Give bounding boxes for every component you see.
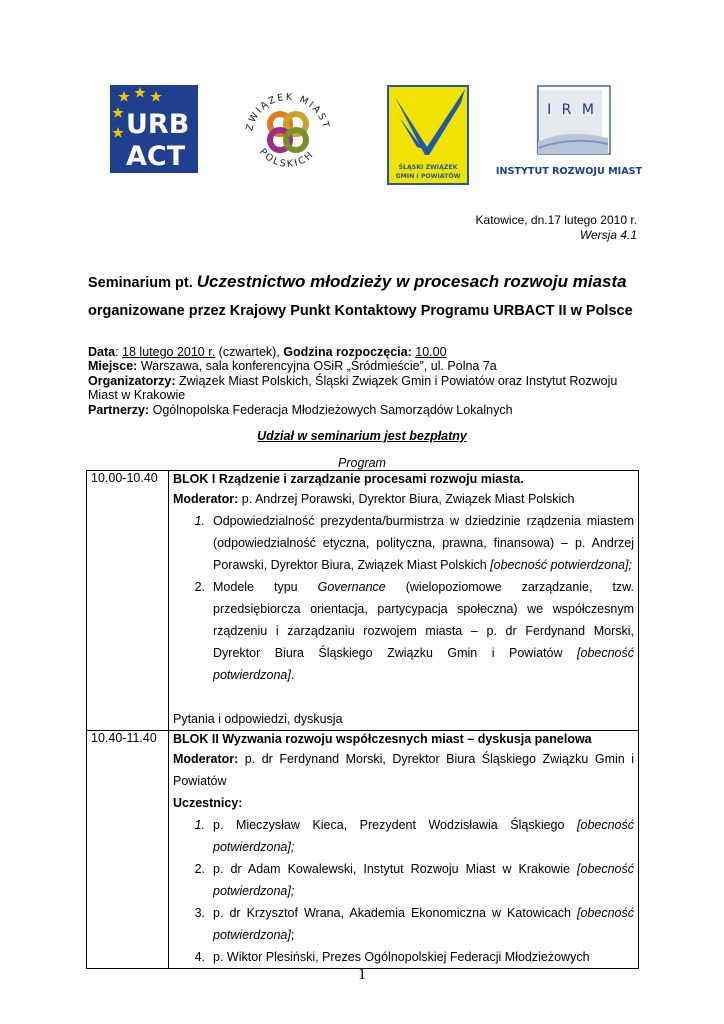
item-text: [213, 946, 634, 968]
item-note: [obecność potwierdzona]: [213, 906, 634, 942]
block-1-moderator: [173, 488, 634, 510]
urbact-logo: [110, 85, 198, 173]
block-2-title: BLOK II Wyzwania rozwoju współczesnych miast – dyskusja panelowa: [173, 732, 592, 746]
irm-letters: I R M: [547, 102, 597, 118]
item-number: 3.: [194, 906, 205, 920]
item-text: [213, 510, 634, 576]
item-end: ;: [290, 928, 295, 942]
item-body-italic: Governance: [317, 580, 386, 594]
list-item: [173, 858, 634, 902]
event-info: [88, 345, 643, 417]
item-note: [obecność potwierdzona];: [213, 818, 634, 854]
title-main: Uczestnictwo młodzieży w procesach rozwoju miasta: [196, 272, 627, 291]
item-number: 2.: [194, 862, 205, 876]
moderator-name: p. dr Ferdynand Morski, Dyrektor Biura Śląskiego Związku Gmin i Powiatów: [173, 752, 634, 788]
zmp-top-arc: ZWIĄZEK MIAST: [244, 91, 332, 133]
moderator-label: Moderator:: [173, 752, 239, 766]
zmp-logo: [240, 84, 336, 176]
date-label: Data: [88, 345, 116, 359]
title-prefix: Seminarium pt.: [88, 275, 193, 291]
table-row: [87, 471, 639, 731]
item-text: [213, 576, 634, 686]
urbact-line2: ACT: [126, 141, 186, 172]
list-item: [173, 902, 634, 946]
item-text: [213, 858, 634, 902]
moderator-label: Moderator:: [173, 492, 239, 506]
page-subtitle: organizowane przez Krajowy Punkt Kontaktowy Programu URBACT II w Polsce: [88, 303, 633, 319]
info-organizers-line: [88, 374, 643, 403]
info-place-line: [88, 359, 643, 373]
moderator-name: p. Andrzej Porawski, Dyrektor Biura, Związek Miast Polskich: [241, 492, 575, 506]
info-date-line: Data: 18 lutego 2010 r. (czwartek), Godzina rozpoczęcia: 10.00: [88, 345, 447, 359]
item-body: p. Wiktor Plesiński, Prezes Ogólnopolskiej Federacji Młodzieżowych: [213, 950, 590, 964]
block-1-title: BLOK I Rządzenie i zarządzanie procesami rozwoju miasta.: [173, 472, 524, 486]
page-number: 1: [358, 966, 366, 983]
program-table: [86, 470, 639, 969]
place-label: Miejsce:: [88, 359, 138, 374]
item-number: 1.: [194, 514, 205, 528]
item-text: [213, 902, 634, 946]
block-2-list: [173, 814, 634, 968]
block-1-time: 10.00-10.40: [87, 471, 169, 731]
hour-label: Godzina rozpoczęcia:: [283, 345, 412, 359]
block-2-participants-label: [173, 792, 634, 814]
page-title: [88, 272, 627, 292]
item-note: [obecność potwierdzona]: [213, 646, 634, 682]
date-value: 18 lutego 2010 r.: [122, 345, 216, 359]
item-number: 1.: [194, 818, 205, 832]
slaski-zwiazek-logo: [387, 85, 469, 185]
item-note: [obecność potwierdzona];: [213, 862, 634, 898]
date-day: (czwartek),: [218, 345, 280, 359]
block-2-time: 10.40-11.40: [87, 731, 169, 969]
participants-label: Uczestnicy:: [173, 796, 243, 810]
block-1-list: [173, 510, 634, 686]
slaski-line2: GMIN I POWIATÓW: [395, 173, 461, 180]
program-label: Program: [338, 456, 386, 470]
list-item: [173, 576, 634, 686]
item-body: Odpowiedzialność prezydenta/burmistrza w dziedzinie rządzenia miastem (odpowiedzialność etyczna, polityczna, prawna, finansowa) – p. Andrzej Porawski, Dyrektor Biura, Związek Miast Polskich: [213, 514, 634, 572]
block-2-content: [169, 731, 639, 969]
document-header: [476, 213, 637, 243]
place-date: Katowice, dn.17 lutego 2010 r.: [475, 213, 637, 227]
block-2-moderator: [173, 748, 634, 792]
free-participation-note: Udział w seminarium jest bezpłatny: [257, 429, 467, 443]
list-item: [173, 814, 634, 858]
block-1-content: [169, 471, 639, 731]
item-note: [obecność potwierdzona];: [490, 558, 632, 572]
item-number: 4.: [194, 950, 205, 964]
item-body: p. dr Krzysztof Wrana, Akademia Ekonomiczna w Katowicach: [213, 906, 571, 920]
item-number: 2.: [194, 580, 205, 594]
table-row: [87, 731, 639, 969]
list-item: [173, 510, 634, 576]
item-body-a: Modele typu: [213, 580, 298, 594]
organizers-label: Organizatorzy:: [88, 373, 176, 388]
irm-logo: [496, 84, 642, 180]
slaski-line1: ŚLĄSKI ZWIĄZEK: [398, 164, 458, 171]
hour-value: 10.00: [415, 345, 447, 359]
irm-caption: INSTYTUT ROZWOJU MIAST: [496, 166, 642, 177]
zmp-bottom-arc: POLSKICH: [256, 146, 317, 170]
urbact-line1: URB: [126, 109, 190, 140]
item-body: p. Mieczysław Kieca, Prezydent Wodzisławia Śląskiego: [213, 818, 565, 832]
place-value: Warszawa, sala konferencyjna OSiR „Śródmieście”, ul. Polna 7a: [140, 359, 497, 374]
item-body: p. dr Adam Kowalewski, Instytut Rozwoju Miast w Krakowie: [213, 862, 570, 876]
item-text: [213, 814, 634, 858]
organizers-value: Związek Miast Polskich, Śląski Związek Gmin i Powiatów oraz Instytut Rozwoju Miast w Krakowie: [88, 373, 618, 403]
partners-value: Ogólnopolska Federacja Młodzieżowych Samorządów Lokalnych: [152, 402, 513, 417]
item-body-b: (wielopoziomowe zarządzanie, tzw. przedsiębiorcza orientacja, partycypacja społeczna) we współczesnym rządzeniu i zarządzaniu rozwojem miasta – p. dr Ferdynand Morski, Dyrektor Biura Śląskiego Związku Gmin i Powiatów: [213, 580, 634, 660]
partners-label: Partnerzy:: [88, 402, 150, 417]
list-item: [173, 946, 634, 968]
block-1-footer: Pytania i odpowiedzi, dyskusja: [173, 712, 343, 726]
version: Wersja 4.1: [579, 228, 637, 242]
logo-bar: [0, 84, 724, 184]
info-partners-line: [88, 403, 643, 417]
item-end: .: [290, 668, 295, 682]
